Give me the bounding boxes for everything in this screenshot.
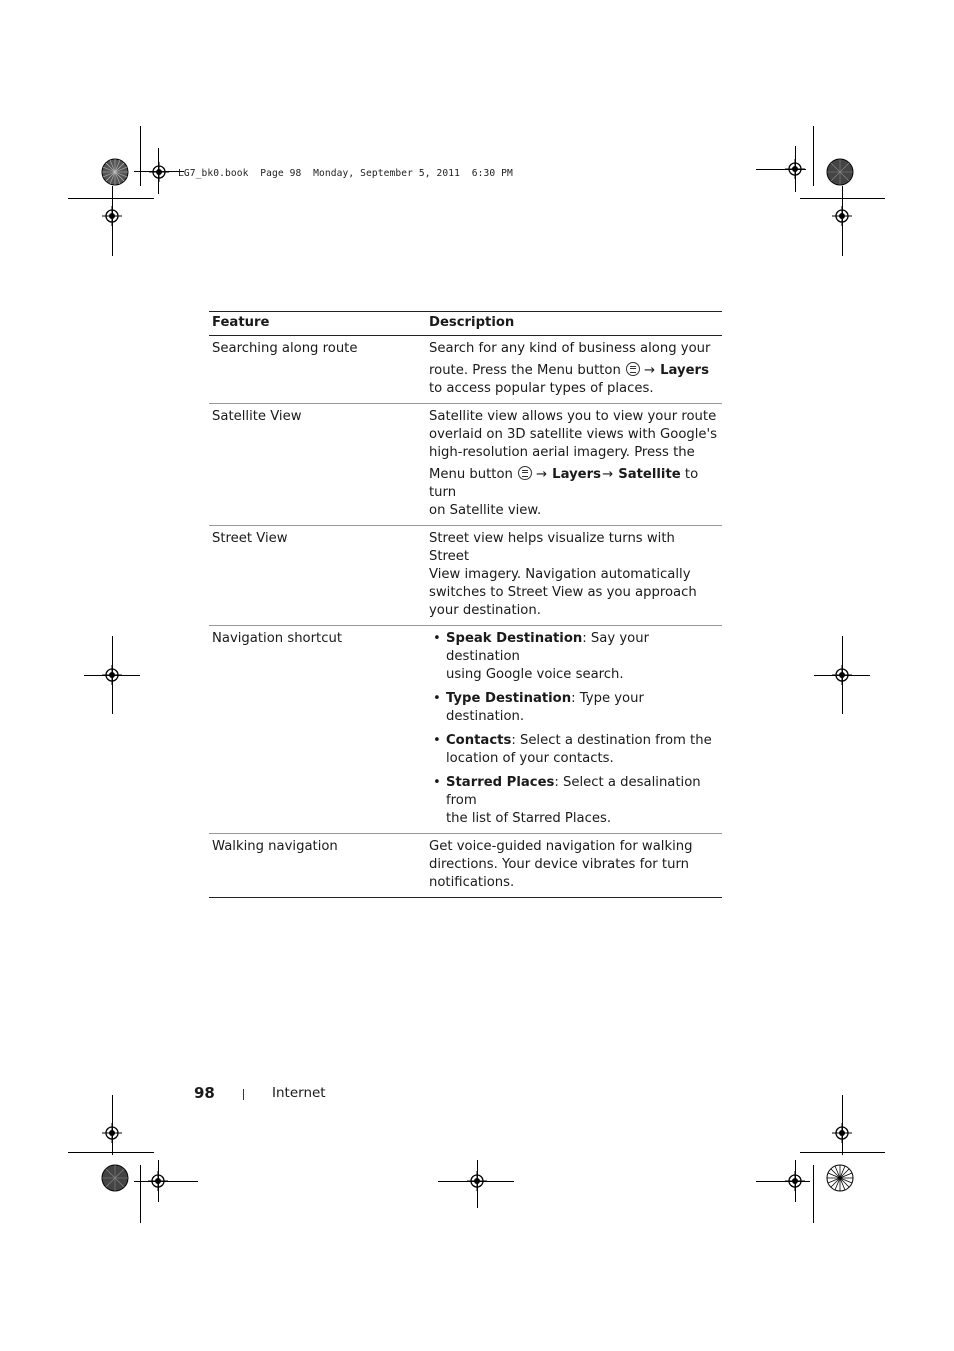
table-row — [209, 403, 722, 525]
description-cell — [426, 626, 722, 833]
registration-target-icon — [102, 206, 122, 226]
description-cell: Satellite view allows you to view your route overlaid on 3D satellite views with Google's high-resolution aerial imagery. Press the Menu button → Layers→ Satellite to turn on Satellite view. — [429, 409, 718, 518]
description-cell: Get voice-guided navigation for walking directions. Your device vibrates for turn notifications. — [429, 839, 693, 890]
table-row — [209, 336, 722, 403]
table-row — [209, 625, 722, 833]
menu-button-icon — [626, 362, 640, 376]
starburst-dark-icon — [101, 1164, 129, 1192]
registration-target-icon — [832, 206, 852, 226]
header-description: Description — [429, 315, 515, 330]
feature-cell: Satellite View — [212, 409, 302, 424]
table-row — [209, 833, 722, 897]
registration-target-icon — [102, 1123, 122, 1143]
registration-target-icon — [467, 1171, 487, 1191]
starburst-dark-icon — [826, 158, 854, 186]
table-row — [209, 525, 722, 625]
feature-cell: Walking navigation — [212, 839, 338, 854]
list-item: • Starred Places: Select a desalination from the list of Starred Places. — [429, 774, 719, 828]
list-item: • Contacts: Select a destination from the location of your contacts. — [429, 732, 719, 768]
arrow-icon: → — [601, 467, 614, 482]
description-cell: Street view helps visualize turns with Street View imagery. Navigation automatically switches to Street View as you approach your destination. — [429, 531, 697, 618]
feature-cell: Navigation shortcut — [212, 631, 342, 646]
arrow-icon: → — [535, 467, 547, 482]
header-feature: Feature — [212, 315, 270, 330]
registration-target-icon — [148, 1171, 168, 1191]
registration-target-icon — [832, 665, 852, 685]
menu-button-icon — [518, 466, 532, 480]
registration-target-icon — [832, 1123, 852, 1143]
page-number: 98 — [194, 1084, 215, 1102]
footer-divider — [243, 1089, 244, 1100]
table-header-row — [209, 312, 722, 336]
registration-target-icon — [785, 1171, 805, 1191]
registration-target-icon — [785, 159, 805, 179]
feature-table — [209, 311, 722, 898]
registration-target-icon — [102, 665, 122, 685]
starburst-light-icon — [826, 1164, 854, 1192]
section-title: Internet — [272, 1085, 326, 1101]
print-slug: LG7_bk0.book Page 98 Monday, September 5, 2011 6:30 PM — [178, 168, 513, 179]
shortcut-list — [429, 630, 719, 828]
arrow-icon: → — [643, 363, 655, 378]
starburst-dark-icon — [101, 158, 129, 186]
registration-target-icon — [149, 162, 169, 182]
description-cell: Search for any kind of business along your route. Press the Menu button → Layers to access popular types of places. — [429, 341, 711, 396]
feature-cell: Street View — [212, 531, 288, 546]
feature-cell: Searching along route — [212, 341, 358, 356]
list-item: • Speak Destination: Say your destination using Google voice search. — [429, 630, 719, 684]
list-item: • Type Destination: Type your destination. — [429, 690, 719, 726]
